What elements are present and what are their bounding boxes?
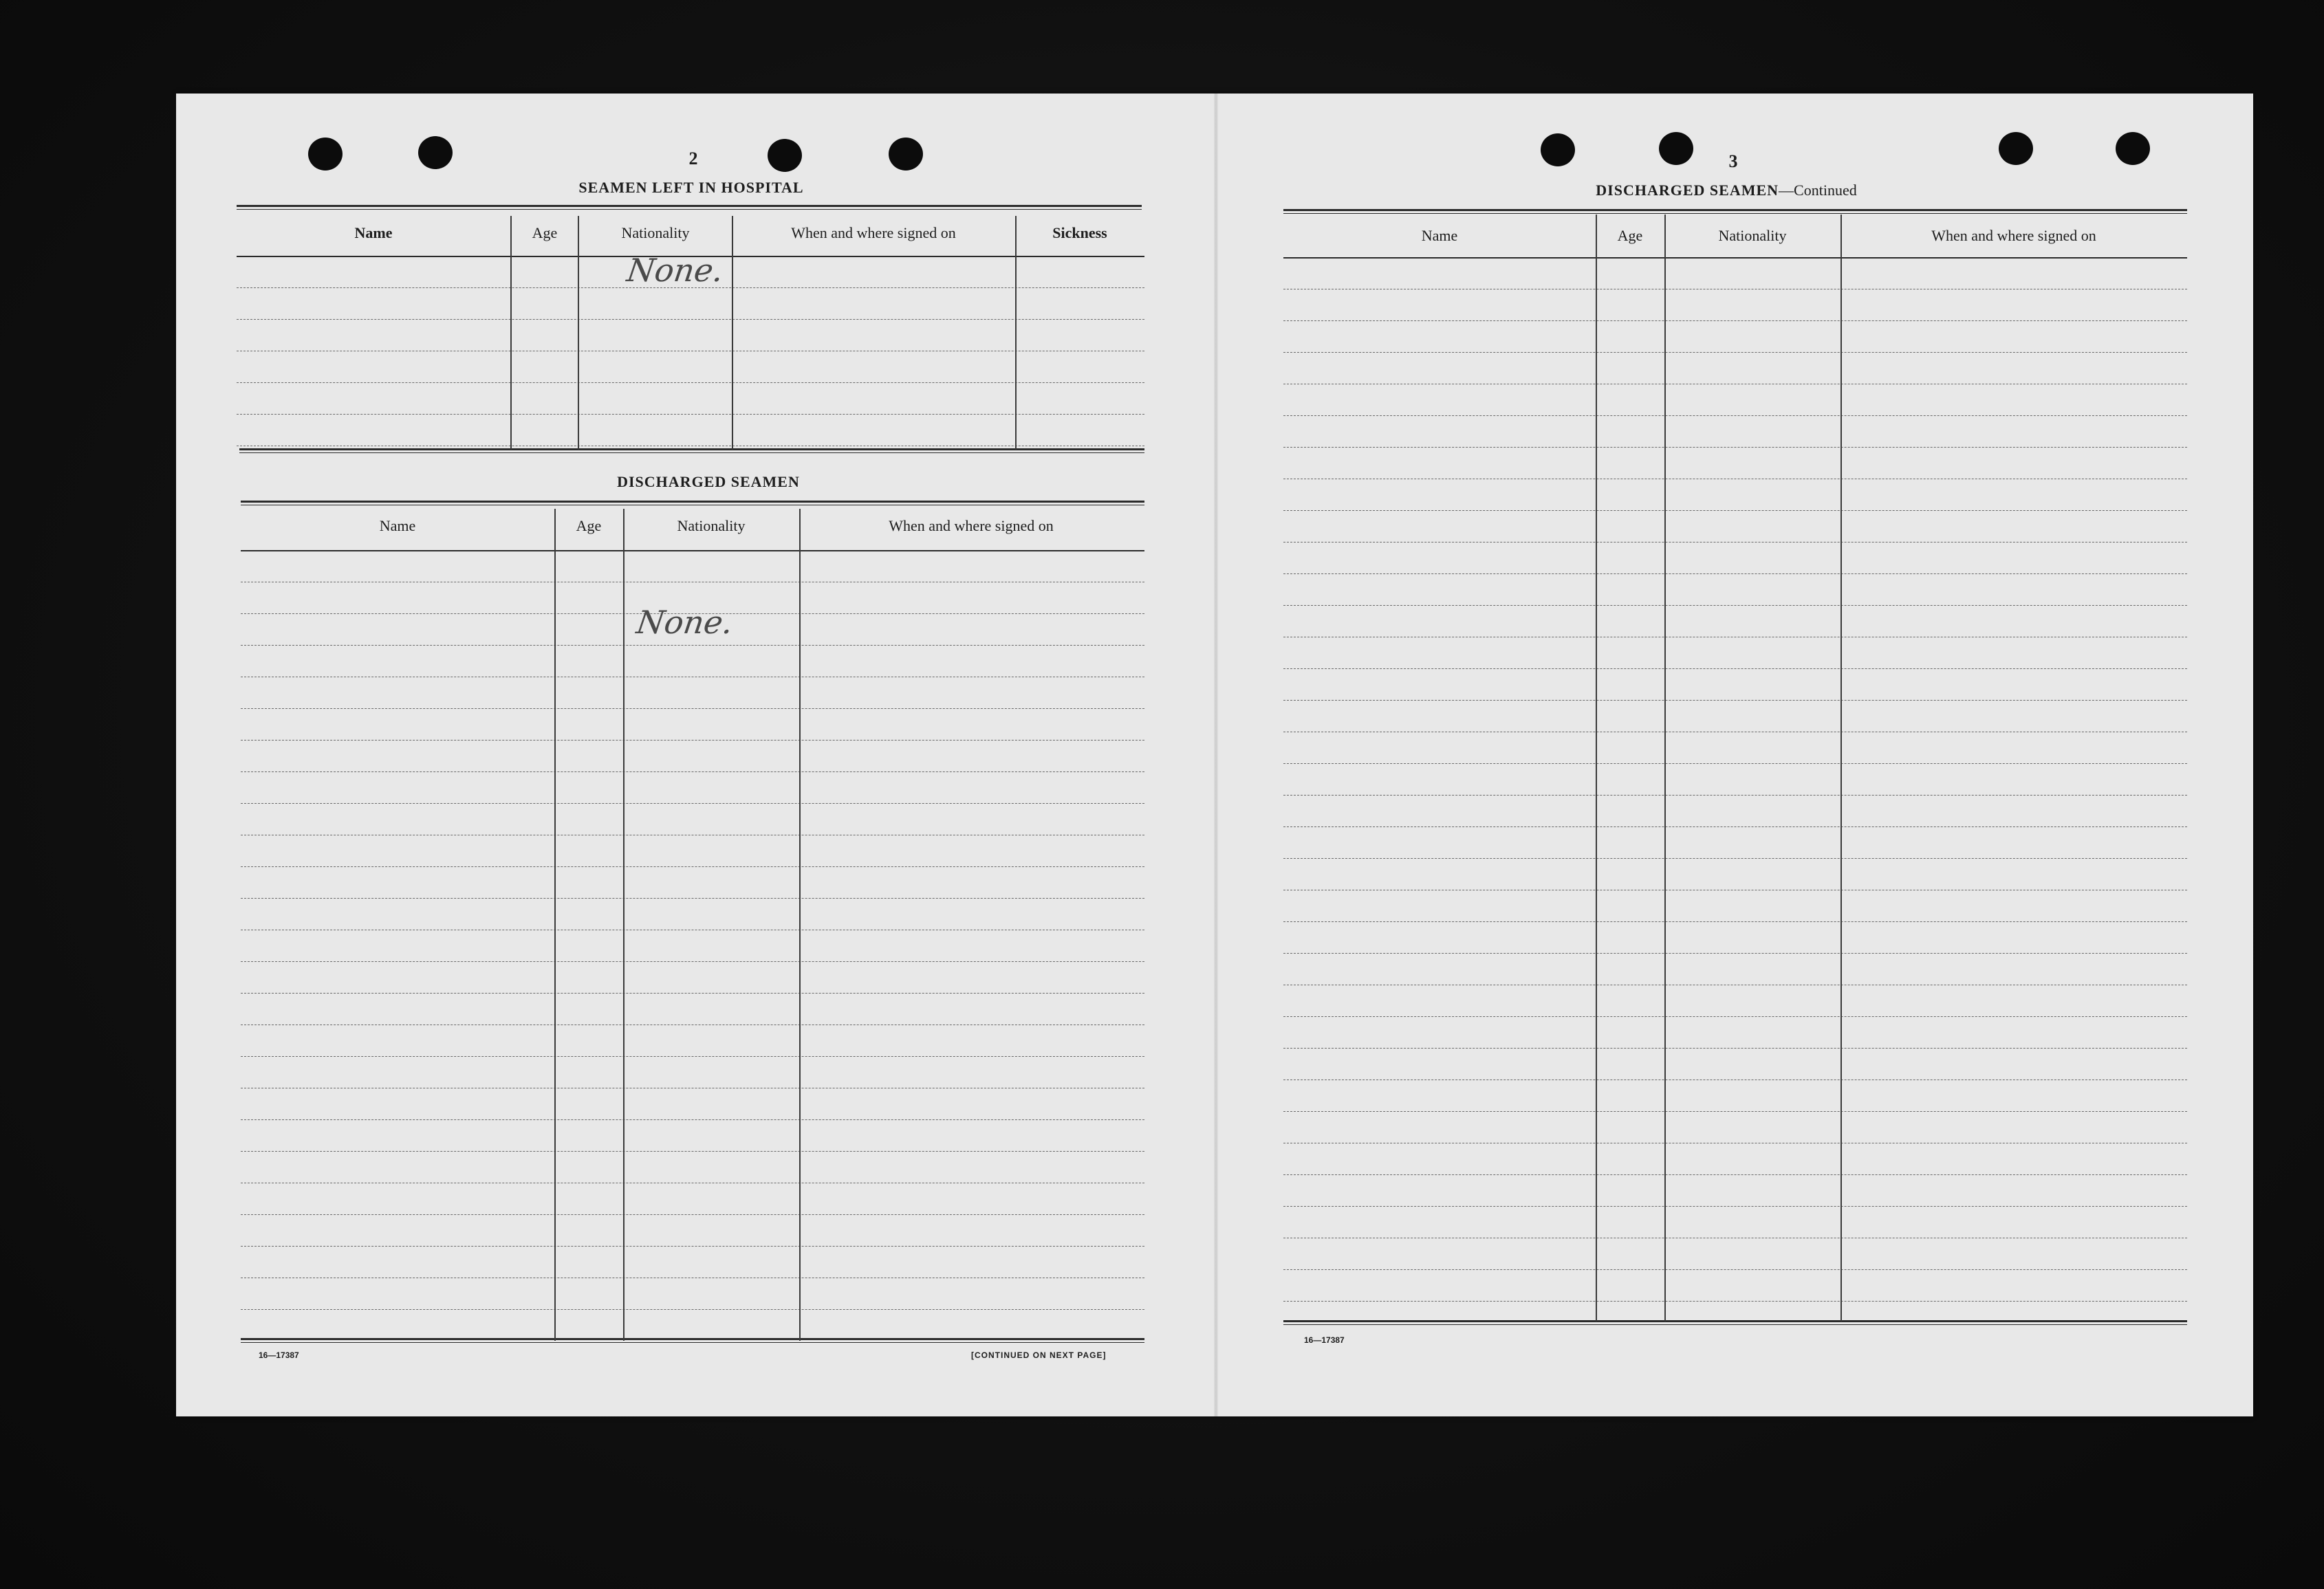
continued-bottom-rule xyxy=(1283,1320,2187,1325)
ruled-line xyxy=(241,803,1144,804)
ruled-line xyxy=(241,1119,1144,1120)
continued-header-bottom-rule xyxy=(1283,257,2187,259)
ruled-line xyxy=(237,382,1144,383)
ruled-line xyxy=(1283,763,2187,764)
ruled-line xyxy=(1283,700,2187,701)
ruled-line xyxy=(237,319,1144,320)
continued-note: [CONTINUED ON NEXT PAGE] xyxy=(971,1350,1107,1360)
ruled-line xyxy=(1283,573,2187,574)
continued-header-top-rule xyxy=(1283,209,2187,214)
center-fold xyxy=(1214,94,1218,1416)
ruled-line xyxy=(1283,858,2187,859)
ruled-line xyxy=(1283,1301,2187,1302)
discharged-header-top-rule xyxy=(241,501,1144,505)
binder-hole xyxy=(1541,133,1575,166)
discharged-continued-title xyxy=(1568,182,1885,199)
hospital-section-title: SEAMEN LEFT IN HOSPITAL xyxy=(578,179,804,196)
ruled-line xyxy=(241,993,1144,994)
discharged-handwritten-entry: None. xyxy=(634,604,736,641)
hospital-divider xyxy=(578,216,579,450)
ruled-line xyxy=(1283,1206,2187,1207)
continued-divider xyxy=(1664,215,1666,1322)
ruled-line xyxy=(241,645,1144,646)
hospital-col-signed-on: When and where signed on xyxy=(791,224,956,241)
ruled-line xyxy=(241,1151,1144,1152)
ruled-line xyxy=(241,1309,1144,1310)
discharged-continued-title-main: DISCHARGED SEAMEN xyxy=(1596,182,1779,199)
hospital-divider xyxy=(1015,216,1017,450)
page-number: 2 xyxy=(688,149,698,168)
hospital-divider xyxy=(732,216,733,450)
ruled-line xyxy=(1283,1048,2187,1049)
hospital-col-sickness: Sickness xyxy=(1052,224,1107,241)
continued-col-nationality: Nationality xyxy=(1718,227,1787,244)
continued-col-age: Age xyxy=(1617,227,1643,244)
discharged-col-nationality: Nationality xyxy=(677,517,746,534)
ruled-line xyxy=(1283,320,2187,321)
discharged-divider xyxy=(554,509,556,1341)
binder-hole xyxy=(1999,132,2033,165)
continued-divider xyxy=(1840,215,1842,1322)
ruled-line xyxy=(1283,921,2187,922)
ruled-line xyxy=(241,961,1144,962)
hospital-bottom-rule xyxy=(239,448,1144,453)
ruled-line xyxy=(1283,510,2187,511)
continued-col-signed-on: When and where signed on xyxy=(1931,227,2096,244)
discharged-header-bottom-rule xyxy=(241,550,1144,551)
ruled-line xyxy=(1283,1269,2187,1270)
ruled-line xyxy=(241,1024,1144,1025)
discharged-bottom-rule xyxy=(241,1338,1144,1343)
hospital-col-nationality: Nationality xyxy=(621,224,690,241)
continued-col-name: Name xyxy=(1421,227,1458,244)
ruled-line xyxy=(1283,1111,2187,1112)
ruled-line xyxy=(237,414,1144,415)
ruled-line xyxy=(1283,542,2187,543)
ruled-line xyxy=(1283,352,2187,353)
discharged-col-name: Name xyxy=(379,517,416,534)
page-number: 3 xyxy=(1728,151,1738,171)
ruled-line xyxy=(241,898,1144,899)
hospital-header-top-rule xyxy=(237,205,1142,210)
binder-hole xyxy=(2116,132,2150,165)
ruled-line xyxy=(1283,795,2187,796)
ruled-line xyxy=(1283,415,2187,416)
discharged-continued-title-suffix: —Continued xyxy=(1779,182,1857,199)
ruled-line xyxy=(1283,447,2187,448)
continued-divider xyxy=(1596,215,1597,1322)
ruled-line xyxy=(241,771,1144,772)
ruled-line xyxy=(1283,1174,2187,1175)
ruled-line xyxy=(241,740,1144,741)
hospital-col-age: Age xyxy=(532,224,558,241)
ruled-line xyxy=(241,1246,1144,1247)
ruled-line xyxy=(1283,605,2187,606)
discharged-col-age: Age xyxy=(576,517,602,534)
hospital-divider xyxy=(510,216,512,450)
ruled-line xyxy=(1283,668,2187,669)
discharged-divider xyxy=(799,509,801,1341)
ruled-line xyxy=(241,1214,1144,1215)
discharged-divider xyxy=(623,509,625,1341)
binder-hole xyxy=(1659,132,1693,165)
ruled-line xyxy=(241,1056,1144,1057)
ruled-line xyxy=(1283,1016,2187,1017)
hospital-handwritten-entry: None. xyxy=(625,252,726,289)
ruled-line xyxy=(241,708,1144,709)
ruled-line xyxy=(1283,826,2187,827)
binder-hole xyxy=(768,139,802,172)
binder-hole xyxy=(418,136,453,169)
ruled-line xyxy=(241,866,1144,867)
form-number: 16—17387 xyxy=(1304,1335,1345,1345)
ruled-line xyxy=(1283,953,2187,954)
binder-hole xyxy=(889,138,923,171)
form-number: 16—17387 xyxy=(259,1350,299,1360)
hospital-col-name: Name xyxy=(354,224,393,241)
binder-hole xyxy=(308,138,343,171)
discharged-col-signed-on: When and where signed on xyxy=(889,517,1054,534)
discharged-section-title: DISCHARGED SEAMEN xyxy=(617,473,800,490)
